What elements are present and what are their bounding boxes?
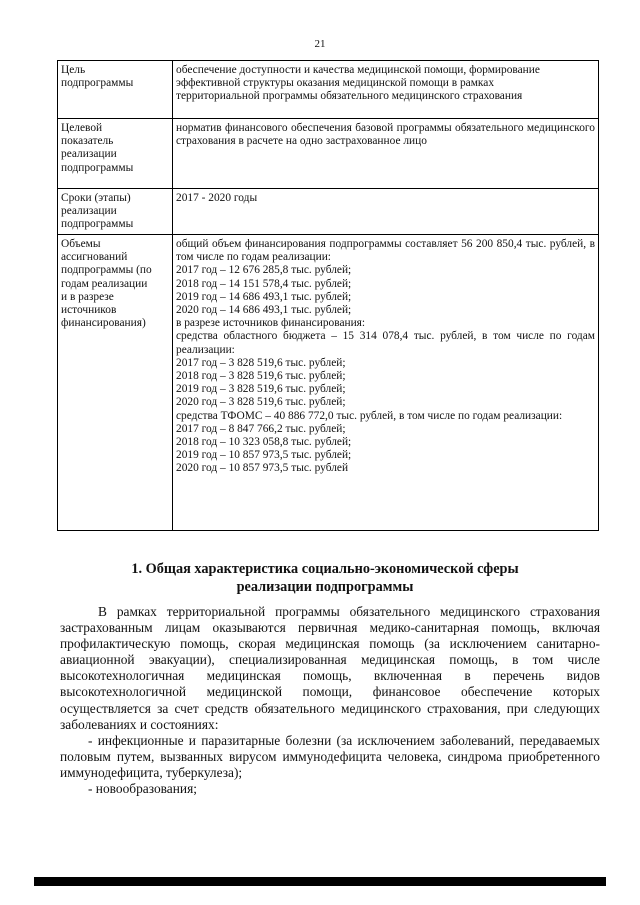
row-label [58, 119, 173, 189]
label-line: Целевой [61, 122, 103, 134]
label-line: подпрограммы (по [61, 264, 152, 277]
label-line: реализации [61, 148, 117, 161]
label-line: подпрограммы [61, 218, 134, 231]
value-line: 2018 год – 14 151 578,4 тыс. рублей; [176, 277, 352, 290]
value-line: средства ТФОМС – 40 886 772,0 тыс. рублей, в том числе по годам реализации: [176, 409, 563, 422]
label-line: источников [61, 304, 117, 317]
row-label [58, 189, 173, 235]
row-value [173, 189, 599, 235]
table-row [58, 61, 599, 119]
table-row [58, 119, 599, 189]
label-line: финансирования) [61, 317, 146, 330]
value-line: 2017 год – 3 828 519,6 тыс. рублей; [176, 356, 346, 369]
row-value [173, 235, 599, 531]
body-text [60, 604, 600, 797]
list-item: - инфекционные и паразитарные болезни (за исключением заболеваний, передаваемых половым путем, вызванных вирусом иммунодефицита человека, синдрома приобретенного иммунодефицита, туберкулеза); [60, 732, 600, 780]
subprogram-passport-table [57, 60, 599, 531]
value-line: 2019 год – 3 828 519,6 тыс. рублей; [176, 383, 346, 396]
value-line: 2020 год – 14 686 493,1 тыс. рублей; [176, 304, 352, 317]
value-line: 2017 год – 8 847 766,2 тыс. рублей; [176, 422, 346, 435]
label-line: годам реализации [61, 277, 148, 290]
table-row [58, 235, 599, 531]
label-line: показатель [61, 135, 114, 148]
value-line: средства областного бюджета – 15 314 078,4 тыс. рублей, в том числе по годам реализации: [176, 330, 595, 356]
row-label [58, 61, 173, 119]
value-line: норматив финансового обеспечения базовой программы обязательного медицинского страхования в расчете на одно застрахованное лицо [176, 122, 595, 148]
label-line: Сроки (этапы) [61, 192, 131, 204]
section-title-line: реализации подпрограммы [236, 579, 414, 595]
value-line: 2019 год – 14 686 493,1 тыс. рублей; [176, 290, 352, 303]
value-line: 2017 год – 12 676 285,8 тыс. рублей; [176, 264, 352, 277]
body-paragraph: В рамках территориальной программы обязательного медицинского страхования застрахованным лицам оказываются первичная медико-санитарная помощь, включая профилактическую помощь, скорая медицинская помощь (за исключением санитарно-авиационной эвакуации), специализированная медицинская помощь, в том числе высокотехнологичная медицинская помощь, включенная в перечень видов высокотехнологичной медицинской помощи, финансовое обеспечение которых осуществляется за счет средств обязательного медицинского страхования, при следующих заболеваниях и состояниях: [60, 604, 600, 732]
value-line: обеспечение доступности и качества медицинской помощи, формирование [176, 64, 540, 76]
row-value [173, 61, 599, 119]
row-value [173, 119, 599, 189]
label-line: реализации [61, 205, 117, 218]
label-line: ассигнований [61, 251, 128, 264]
label-line: и в разрезе [61, 290, 114, 303]
value-line: 2018 год – 3 828 519,6 тыс. рублей; [176, 370, 346, 383]
list-item: - новообразования; [88, 781, 197, 797]
label-line: Объемы [61, 238, 101, 250]
section-title-line: 1. Общая характеристика социально-экономической сферы [131, 561, 519, 577]
label-line: подпрограммы [61, 77, 134, 90]
value-line: территориальной программы обязательного медицинского страхования [176, 90, 523, 103]
row-label [58, 235, 173, 531]
value-line: 2020 год – 3 828 519,6 тыс. рублей; [176, 396, 346, 409]
value-line: 2020 год – 10 857 973,5 тыс. рублей [176, 462, 349, 475]
value-line: 2019 год – 10 857 973,5 тыс. рублей; [176, 449, 352, 462]
value-line: 2018 год – 10 323 058,8 тыс. рублей; [176, 436, 352, 449]
value-line: общий объем финансирования подпрограммы составляет 56 200 850,4 тыс. рублей, в том числе по годам реализации: [176, 238, 595, 264]
value-line: эффективной структуры оказания медицинской помощи в рамках [176, 77, 495, 90]
footer-bar [34, 877, 606, 886]
label-line: Цель [61, 64, 86, 76]
table-row [58, 189, 599, 235]
value-line: в разрезе источников финансирования: [176, 317, 366, 330]
page-number: 21 [314, 38, 326, 50]
label-line: подпрограммы [61, 161, 134, 174]
value-line: 2017 - 2020 годы [176, 192, 258, 204]
section-title [90, 560, 560, 596]
